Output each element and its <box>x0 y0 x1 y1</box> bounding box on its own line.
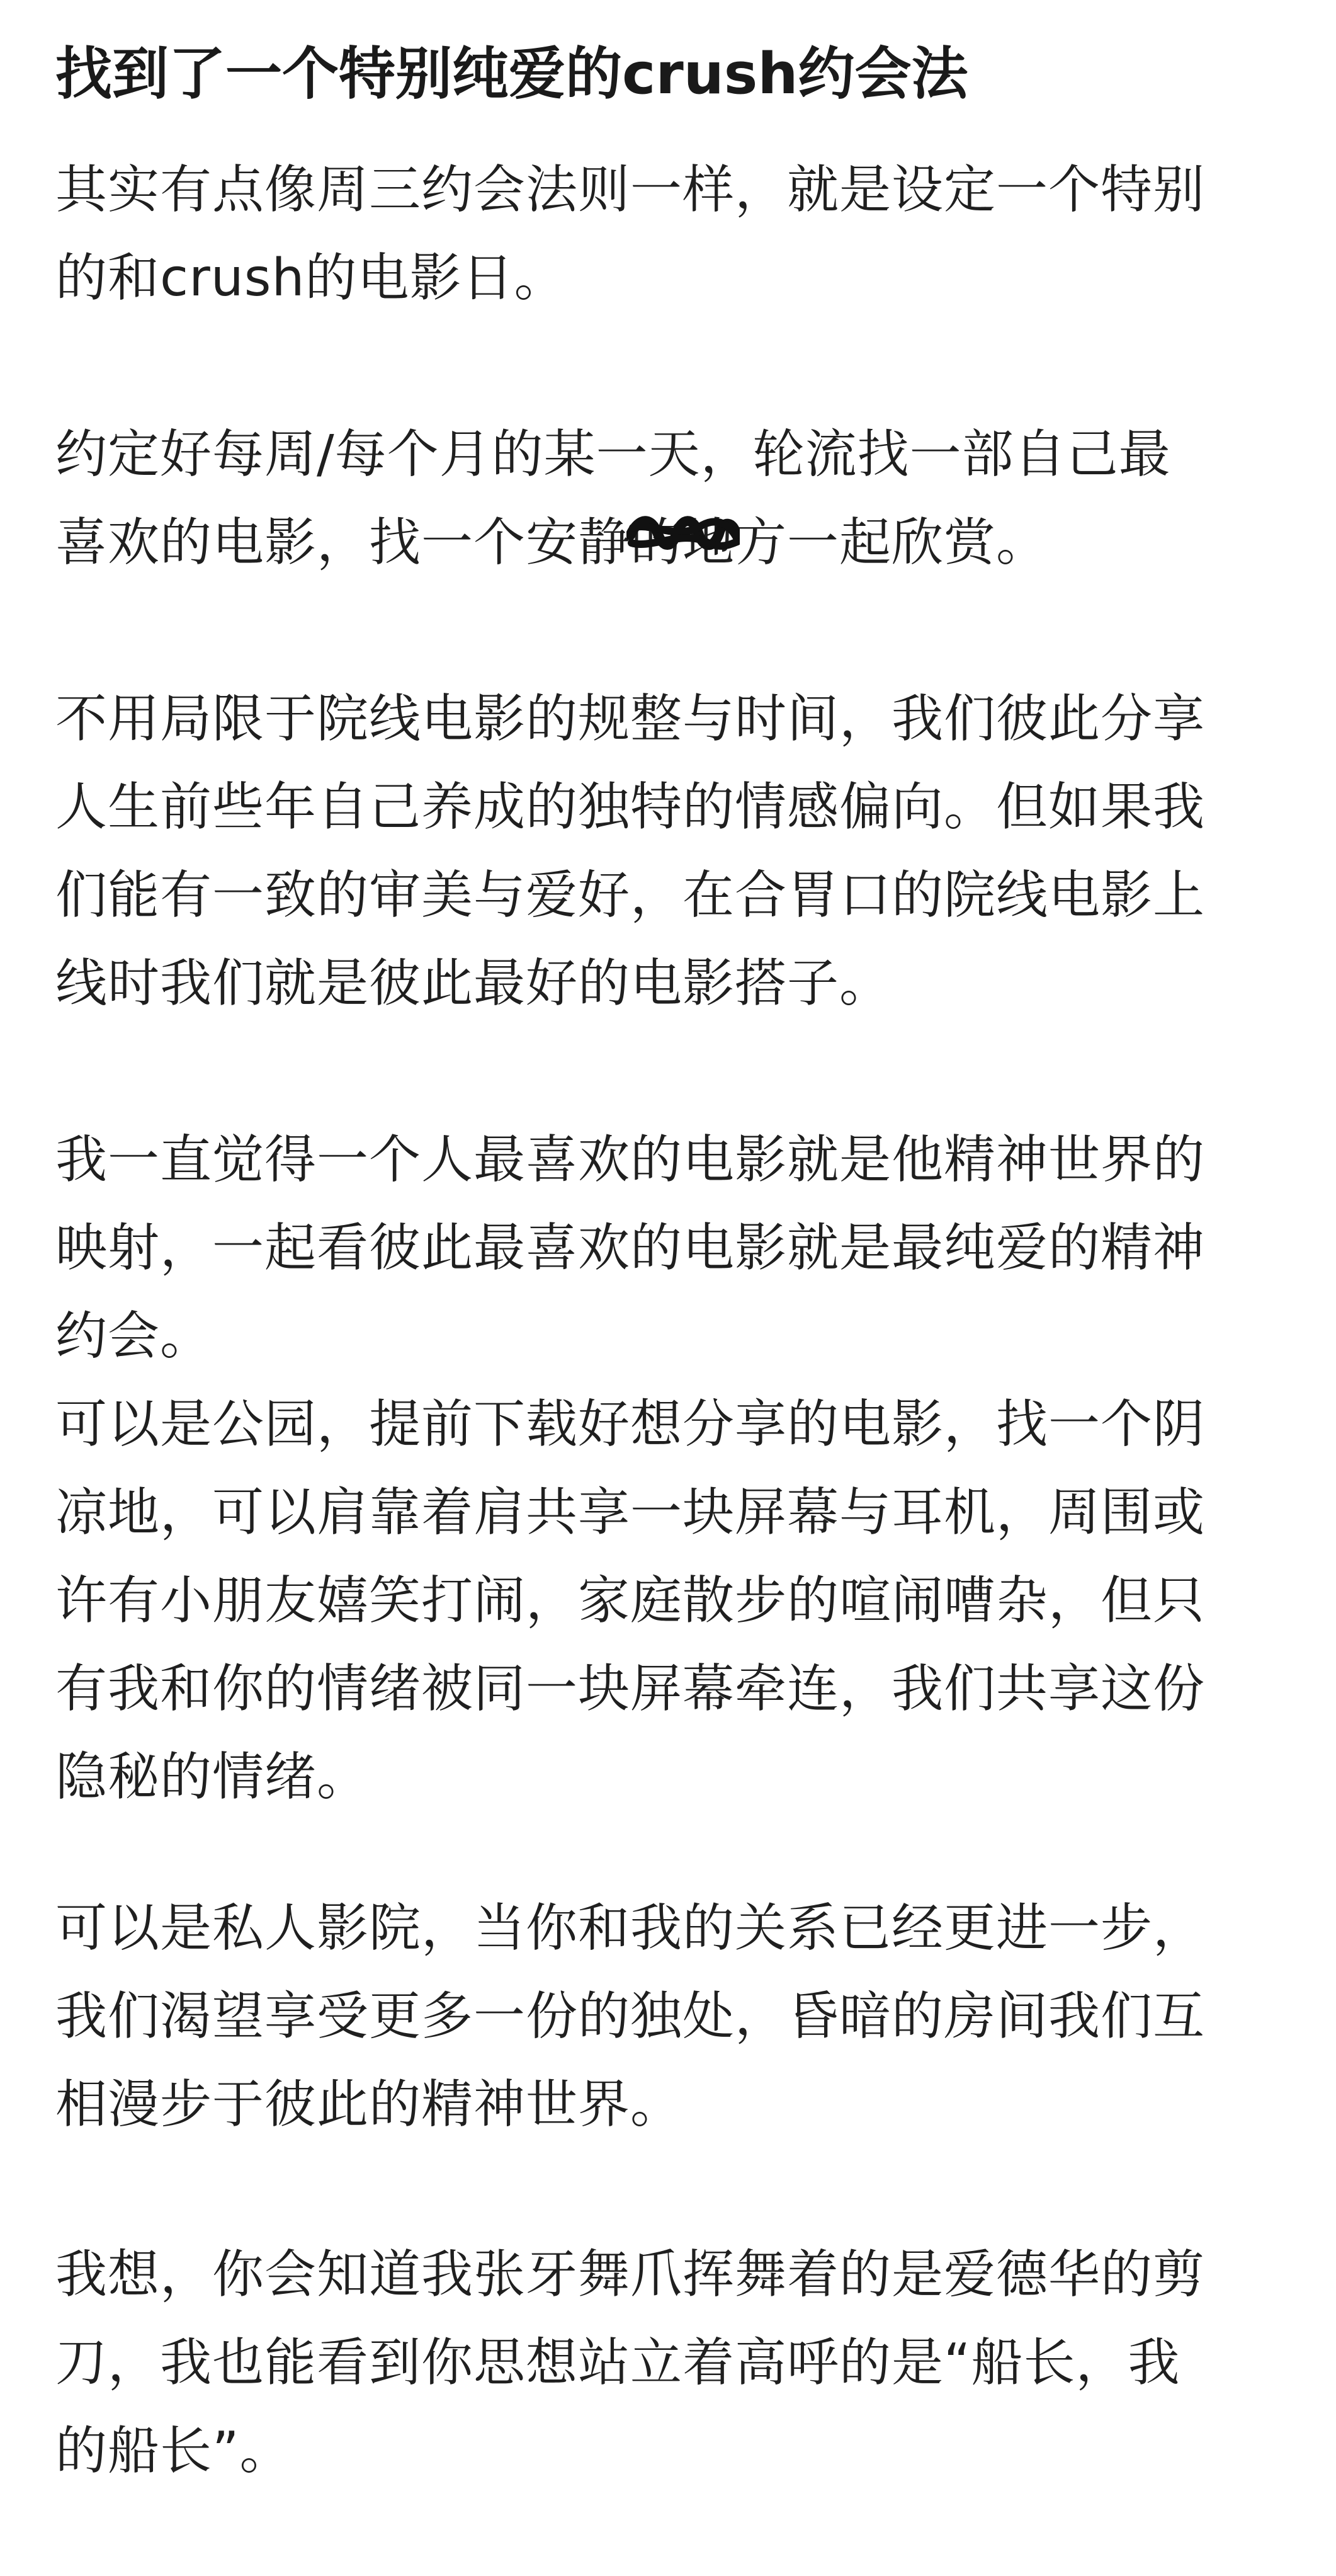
paragraph-line: 凉地，可以肩靠着肩共享一块屏幕与耳机，周围或 <box>55 1483 1206 1542</box>
paragraph-line-with-scribble <box>55 499 1289 587</box>
paragraph-line: 我们渴望享受更多一份的独处，昏暗的房间我们互 <box>55 1986 1206 2046</box>
paragraph-line: 我想，你会知道我张牙舞爪挥舞着的是爱德华的剪 <box>55 2245 1206 2305</box>
paragraph-5 <box>55 1381 1289 1821</box>
paragraph-6 <box>55 1884 1289 2149</box>
line-text-after: 方一起欣赏。 <box>735 513 1049 573</box>
paragraph-line: 许有小朋友嬉笑打闹，家庭散步的喧闹嘈杂，但只 <box>55 1571 1206 1631</box>
paragraph-line: 其实有点像周三约会法则一样，就是设定一个特别 <box>55 160 1206 220</box>
paragraph-line: 线时我们就是彼此最好的电影搭子。 <box>55 954 892 1013</box>
paragraph-line: 隐秘的情绪。 <box>55 1747 370 1807</box>
paragraph-1 <box>55 146 1289 322</box>
paragraph-line: 的船长”。 <box>55 2421 292 2481</box>
paragraph-line: 不用局限于院线电影的规整与时间，我们彼此分享 <box>55 689 1206 749</box>
paragraph-line: 可以是私人影院，当你和我的关系已经更进一步， <box>55 1898 1206 1958</box>
paragraph-line: 我一直觉得一个人最喜欢的电影就是他精神世界的 <box>55 1130 1206 1190</box>
paragraph-4 <box>55 1116 1289 1381</box>
paragraph-line: 有我和你的情绪被同一块屏幕牵连，我们共享这份 <box>55 1659 1206 1719</box>
paragraph-line: 们能有一致的审美与爱好，在合胃口的院线电影上 <box>55 865 1206 925</box>
paragraph-7 <box>55 2231 1289 2495</box>
scribbled-characters: 的地 <box>630 513 735 573</box>
paragraph-line: 可以是公园，提前下载好想分享的电影，找一个阴 <box>55 1394 1206 1454</box>
paragraph-line: 相漫步于彼此的精神世界。 <box>55 2075 683 2134</box>
paragraph-line: 映射，一起看彼此最喜欢的电影就是最纯爱的精神 <box>55 1218 1206 1278</box>
paragraph-3 <box>55 675 1289 1028</box>
line-text-before: 喜欢的电影，找一个安静 <box>55 513 631 573</box>
paragraph-line: 人生前些年自己养成的独特的情感偏向。但如果我 <box>55 777 1206 837</box>
paragraph-2 <box>55 411 1289 587</box>
scribbled-text <box>630 499 735 587</box>
article-title: 找到了一个特别纯爱的crush约会法 <box>55 41 968 107</box>
paragraph-line: 约会。 <box>55 1306 213 1366</box>
paragraph-line: 约定好每周/每个月的某一天，轮流找一部自己最 <box>55 425 1171 484</box>
paragraph-line: 刀，我也能看到你思想站立着高呼的是“船长，我 <box>55 2333 1180 2393</box>
paragraph-line: 的和crush的电影日。 <box>55 248 567 308</box>
